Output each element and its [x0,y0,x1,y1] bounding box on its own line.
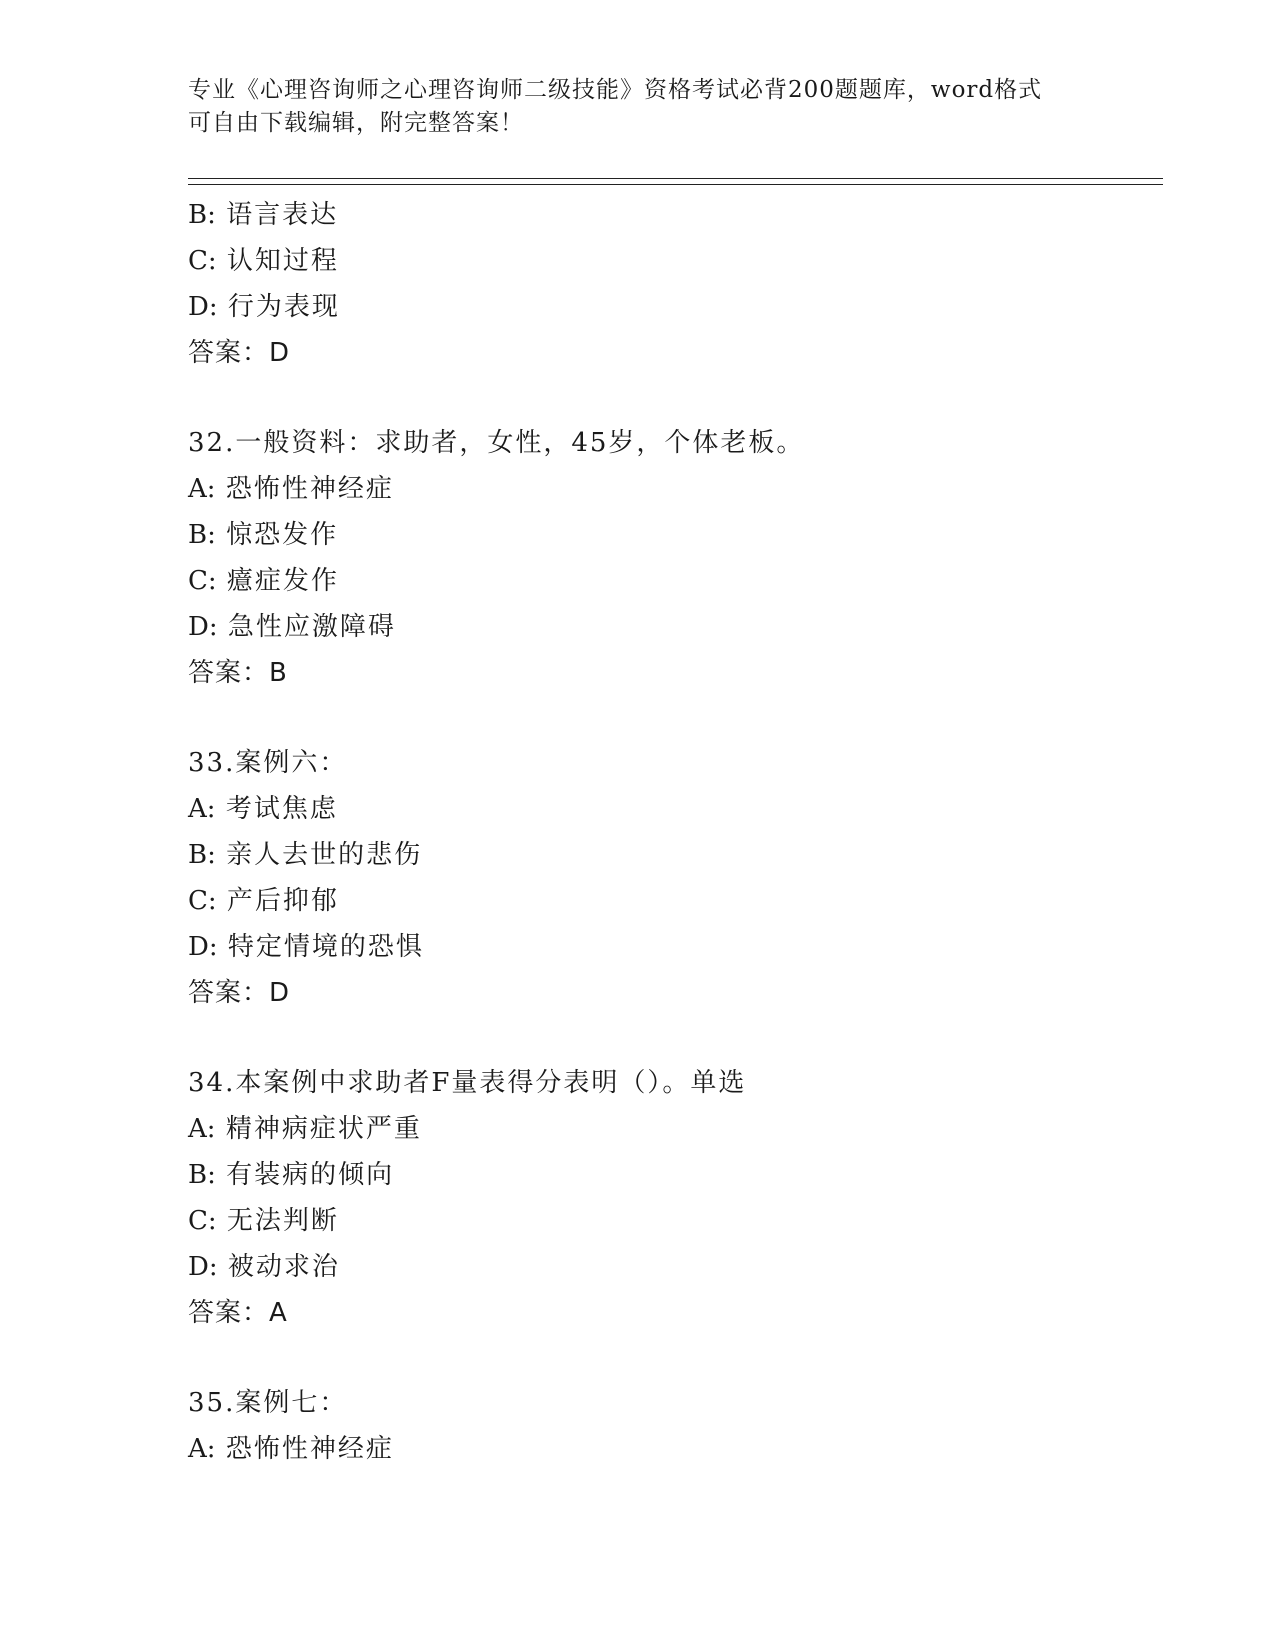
header-divider-top [188,178,1163,179]
option-c: C: 产后抑郁 [188,886,339,916]
answer-line: 答案：D [188,978,291,1008]
option-a: A: 精神病症状严重 [188,1114,422,1144]
document-header [188,74,1088,140]
question-stem: 34.本案例中求助者F量表得分表明（）。单选 [188,1068,747,1098]
option-b: B: 语言表达 [188,200,339,230]
question-list [188,192,1128,1472]
question-block-34 [188,1060,1128,1336]
question-block-32 [188,420,1128,696]
question-block-continued [188,192,1128,376]
option-c: C: 无法判断 [188,1206,339,1236]
option-b: B: 有装病的倾向 [188,1160,395,1190]
option-b: B: 惊恐发作 [188,520,339,550]
question-block-33 [188,740,1128,1016]
question-block-35 [188,1380,1128,1472]
option-c: C: 癔症发作 [188,566,339,596]
option-d: D: 特定情境的恐惧 [188,932,424,962]
question-stem: 33.案例六： [188,748,348,778]
option-c: C: 认知过程 [188,246,339,276]
option-d: D: 急性应激障碍 [188,612,396,642]
option-d: D: 被动求治 [188,1252,340,1282]
header-line-2: 可自由下载编辑，附完整答案！ [188,110,524,136]
option-b: B: 亲人去世的悲伤 [188,840,423,870]
question-stem: 35.案例七： [188,1388,348,1418]
option-d: D: 行为表现 [188,292,340,322]
answer-line: 答案：B [188,658,288,688]
option-a: A: 考试焦虑 [188,794,338,824]
answer-line: 答案：D [188,338,291,368]
header-line-1: 专业《心理咨询师之心理咨询师二级技能》资格考试必背200题题库，word格式 [188,77,1043,103]
answer-line: 答案：A [188,1298,288,1328]
option-a: A: 恐怖性神经症 [188,474,394,504]
question-stem: 32.一般资料：求助者，女性，45岁，个体老板。 [188,428,805,458]
option-a: A: 恐怖性神经症 [188,1434,394,1464]
header-divider-bottom [188,184,1163,185]
